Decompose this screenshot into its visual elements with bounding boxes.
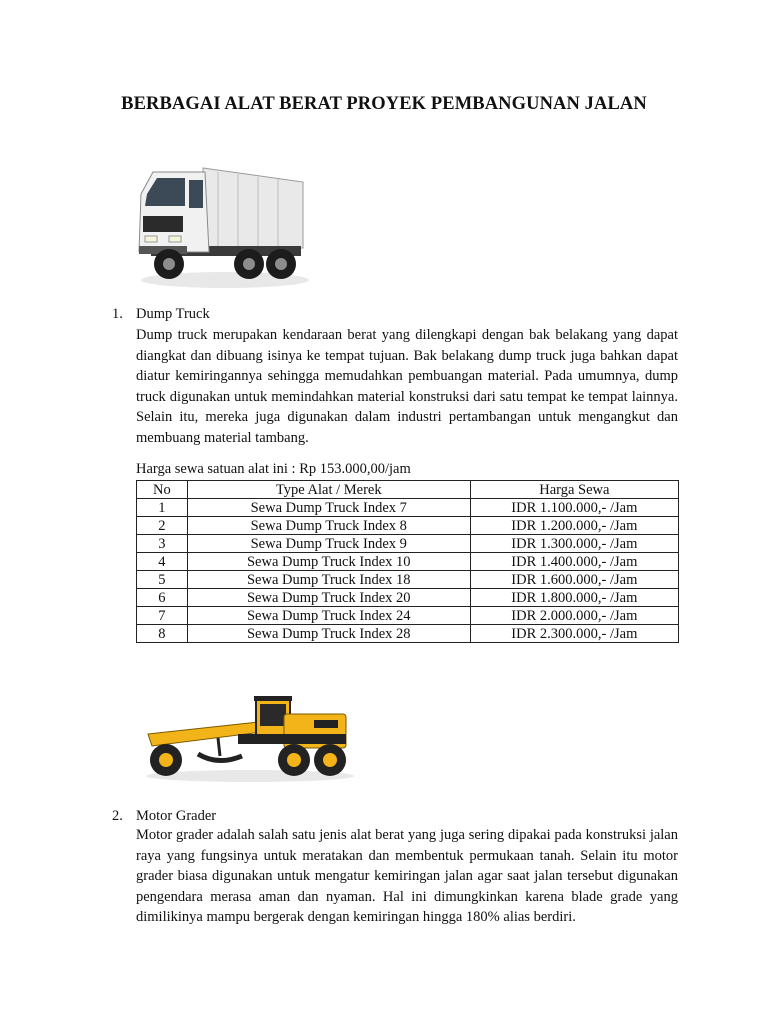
dump-truck-description: Dump truck merupakan kendaraan berat yang dilengkapi dengan bak belakang yang dapat diangkat dan dibuang isinya ke tempat tujuan. Bak belakang dump truck juga bahkan dapat diatur kemiringannya sehingga memudahkan pembuangan material. Pada umumnya, dump truck digunakan untuk memindahkan material konstruksi dari satu tempat ke tempat lainnya. Selain itu, mereka juga digunakan dalam industri pertambangan untuk mengangkut dan membuang material tambang.	[136, 327, 678, 446]
table-row	[137, 607, 679, 625]
motor-grader-description: Motor grader adalah salah satu jenis alat berat yang juga sering dipakai pada konstruksi jalan raya yang fungsinya untuk meratakan dan membentuk permukaan tanah. Selain itu motor grader biasa digunakan untuk mengatur kemiringan jalan agar saat jalan tersebut digunakan pengendara merasa aman dan nyaman. Hal ini dimungkinkan karena blade grade yang dimilikinya mampu bergerak dengan kemiringan hingga 180% alias berdiri.	[136, 827, 678, 925]
cell-no: 6	[137, 589, 188, 607]
cell-type: Sewa Dump Truck Index 7	[187, 499, 470, 517]
table-row	[137, 589, 679, 607]
table-header-row	[137, 481, 679, 499]
table-row	[137, 517, 679, 535]
document-title: BERBAGAI ALAT BERAT PROYEK PEMBANGUNAN JALAN	[121, 94, 647, 114]
table-row	[137, 571, 679, 589]
cell-type: Sewa Dump Truck Index 9	[187, 535, 470, 553]
cell-no: 3	[137, 535, 188, 553]
cell-no: 2	[137, 517, 188, 535]
cell-no: 8	[137, 625, 188, 643]
table-row	[137, 553, 679, 571]
section-title: Dump Truck	[136, 306, 210, 322]
cell-price: IDR 1.600.000,- /Jam	[470, 571, 678, 589]
rental-price-table	[136, 480, 679, 643]
cell-price: IDR 1.400.000,- /Jam	[470, 553, 678, 571]
section-number: 2.	[112, 808, 123, 824]
cell-no: 7	[137, 607, 188, 625]
cell-price: IDR 1.800.000,- /Jam	[470, 589, 678, 607]
cell-type: Sewa Dump Truck Index 10	[187, 553, 470, 571]
table-row	[137, 535, 679, 553]
cell-no: 5	[137, 571, 188, 589]
table-row	[137, 625, 679, 643]
table-row	[137, 499, 679, 517]
cell-no: 4	[137, 553, 188, 571]
section-title: Motor Grader	[136, 808, 217, 824]
cell-type: Sewa Dump Truck Index 28	[187, 625, 470, 643]
cell-price: IDR 1.200.000,- /Jam	[470, 517, 678, 535]
cell-type: Sewa Dump Truck Index 20	[187, 589, 470, 607]
header-no: No	[137, 481, 188, 499]
header-price: Harga Sewa	[470, 481, 678, 499]
cell-price: IDR 1.300.000,- /Jam	[470, 535, 678, 553]
section-number: 1.	[112, 306, 123, 322]
header-type: Type Alat / Merek	[187, 481, 470, 499]
cell-type: Sewa Dump Truck Index 24	[187, 607, 470, 625]
cell-price: IDR 1.100.000,- /Jam	[470, 499, 678, 517]
cell-no: 1	[137, 499, 188, 517]
cell-type: Sewa Dump Truck Index 8	[187, 517, 470, 535]
rental-rate-text: Harga sewa satuan alat ini : Rp 153.000,00/jam	[136, 461, 411, 477]
motor-grader-image	[138, 694, 360, 784]
cell-price: IDR 2.000.000,- /Jam	[470, 607, 678, 625]
cell-price: IDR 2.300.000,- /Jam	[470, 625, 678, 643]
section-heading-dump-truck	[112, 306, 210, 323]
dump-truck-image	[133, 160, 313, 292]
section-heading-motor-grader	[112, 808, 216, 825]
cell-type: Sewa Dump Truck Index 18	[187, 571, 470, 589]
